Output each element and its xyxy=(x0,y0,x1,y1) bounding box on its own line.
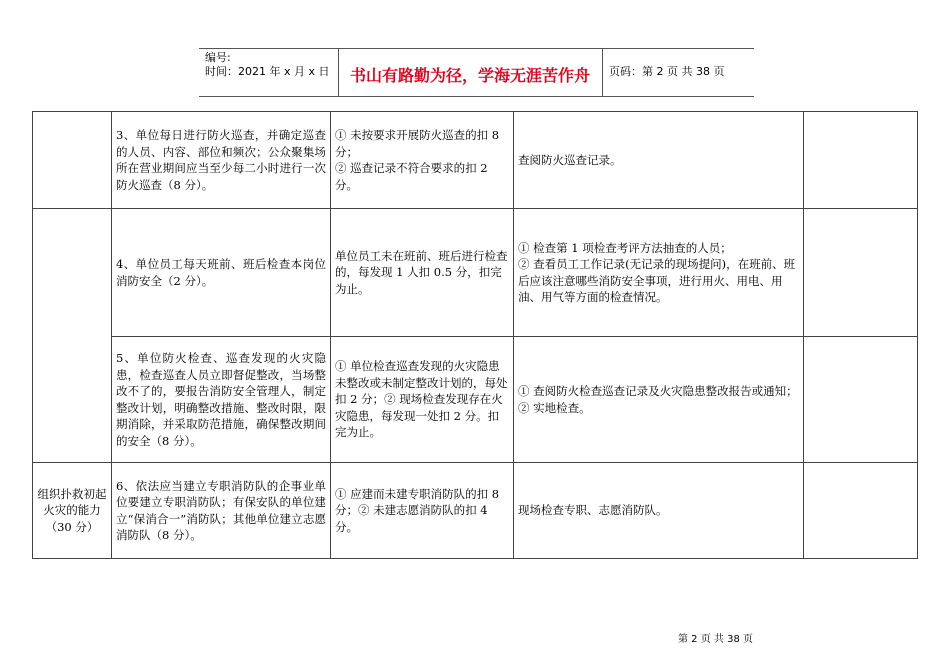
method-line: ① 查阅防火检查巡查记录及火灾隐患整改报告或通知； xyxy=(518,384,798,398)
deduction-line: ② 巡查记录不符合要求的扣 2 分。 xyxy=(335,161,488,192)
deduction-line: ① 应建而未建专职消防队的扣 8 分；② 未建志愿消防队的扣 4 分。 xyxy=(335,486,500,534)
header-top-line xyxy=(199,48,754,49)
deduction-line: ① 单位检查巡查发现的火灾隐患未整改或未制定整改计划的，每处扣 2 分；② 现场检查发现存在火灾隐患，每发现一处扣 2 分。扣完为止。 xyxy=(335,359,508,440)
remark-cell xyxy=(804,209,918,337)
item-cell: 6、依法应当建立专职消防队的企事业单位要建立专职消防队；有保安队的单位建立“保消合一”消防队；其他单位建立志愿消防队（8 分）。 xyxy=(112,463,331,559)
header-slogan: 书山有路勤为径，学海无涯苦作舟 xyxy=(350,66,591,85)
item-cell: 5、单位防火检查、巡查发现的火灾隐患，检查巡查人员立即督促整改，当场整改不了的，要报告消防安全管理人，制定整改计划，明确整改措施、整改时限，限期消除，并采取防范措施，确保整改期间的安全（8 分）。 xyxy=(112,337,331,463)
deduction-cell xyxy=(331,337,514,463)
item-cell: 4、单位员工每天班前、班后检查本岗位消防安全（2 分）。 xyxy=(112,209,331,337)
method-line: 查阅防火巡查记录。 xyxy=(518,152,622,167)
header-page-label: 页码：第 2 页 共 38 页 xyxy=(609,65,725,78)
header-divider-left xyxy=(338,48,339,96)
deduction-cell xyxy=(331,463,514,559)
doc-date-label: 时间：2021 年 x 月 x 日 xyxy=(205,65,330,78)
table-row xyxy=(33,463,918,559)
remark-cell xyxy=(804,463,918,559)
table-row xyxy=(33,112,918,209)
remark-cell xyxy=(804,337,918,463)
table-row xyxy=(33,209,918,337)
method-cell xyxy=(514,463,804,559)
deduction-line: 单位员工未在班前、班后进行检查的，每发现 1 人扣 0.5 分，扣完为止。 xyxy=(335,248,508,296)
category-cell xyxy=(33,112,112,209)
category-cell xyxy=(33,209,112,463)
method-line: ① 检查第 1 项检查考评方法抽查的人员； xyxy=(518,240,732,255)
deduction-cell xyxy=(331,112,514,209)
inspection-table xyxy=(32,111,918,559)
doc-number-label: 编号: xyxy=(205,51,231,64)
method-line: 现场检查专职、志愿消防队。 xyxy=(518,503,668,518)
deduction-cell xyxy=(331,209,514,337)
item-cell: 3、单位每日进行防火巡查，并确定巡查的人员、内容、部位和频次；公众聚集场所在营业期间应当至少每二小时进行一次防火巡查（8 分）。 xyxy=(112,112,331,209)
method-line: ② 查看员工工作记录(无记录的现场提问)，在班前、班后应该注意哪些消防安全事项，进行用火、用电、用油、用气等方面的检查情况。 xyxy=(518,257,796,304)
deduction-line: ① 未按要求开展防火巡查的扣 8 分； xyxy=(335,128,500,159)
remark-cell xyxy=(804,112,918,209)
method-cell xyxy=(514,209,804,337)
method-line: ② 实地检查。 xyxy=(518,400,591,415)
category-cell: 组织扑救初起火灾的能力（30 分） xyxy=(33,463,112,559)
header-bottom-line xyxy=(199,96,754,97)
header-divider-right xyxy=(602,48,603,96)
table-row xyxy=(33,337,918,463)
method-cell xyxy=(514,112,804,209)
method-cell xyxy=(514,337,804,463)
footer-page-number: 第 2 页 共 38 页 xyxy=(678,634,753,645)
